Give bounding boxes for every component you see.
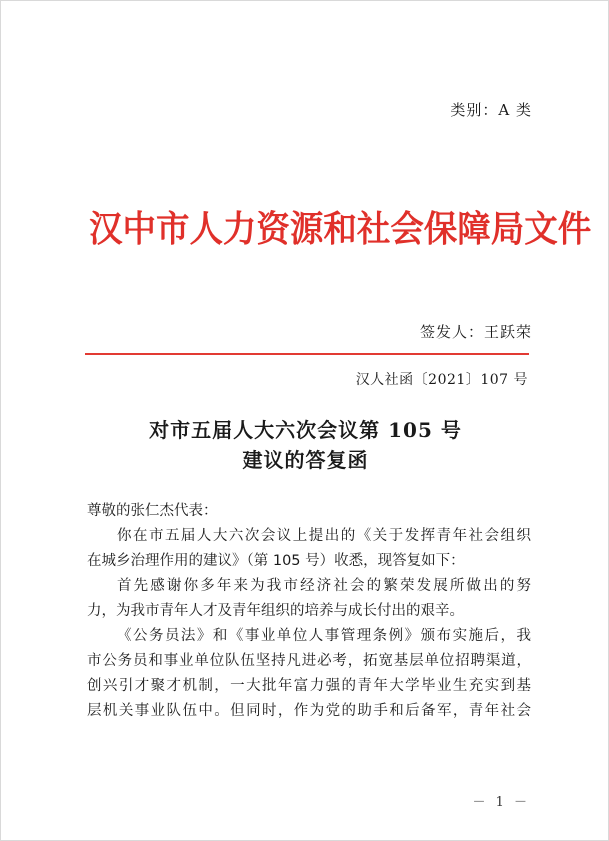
paragraph-2 <box>87 574 531 624</box>
issuer-header-title: 汉中市人力资源和社会保障局文件 <box>89 208 592 250</box>
paragraph-line: 首先感谢你多年来为我市经济社会的繁荣发展所做出的努 <box>117 578 531 594</box>
paragraph-line: 你在市五届人大六次会议上提出的《关于发挥青年社会组织 <box>117 528 531 544</box>
paragraph-1 <box>87 524 531 574</box>
title-line-1: 对市五届人大六次会议第 105 号 <box>149 418 462 442</box>
title-line-2: 建议的答复函 <box>242 448 369 472</box>
paragraph-line: 在城乡治理作用的建议》（第 105 号）收悉，现答复如下： <box>87 553 465 569</box>
document-body <box>87 499 531 724</box>
paragraph-line: 力，为我市青年人才及青年组织的培养与成长付出的艰辛。 <box>87 603 464 619</box>
red-divider-line <box>85 353 529 355</box>
salutation: 尊敬的张仁杰代表： <box>87 503 218 519</box>
document-number: 汉人社函〔2021〕107 号 <box>355 372 528 388</box>
paragraph-line: 创兴引才聚才机制，一大批年富力强的青年大学毕业生充实到基 <box>87 678 531 694</box>
paragraph-line: 层机关事业队伍中。但同时，作为党的助手和后备军，青年社会 <box>87 703 531 719</box>
paragraph-line: 《公务员法》和《事业单位人事管理条例》颁布实施后，我 <box>117 628 531 644</box>
page-number: － 1 － <box>472 795 530 810</box>
signer-line: 签发人：王跃荣 <box>419 323 532 341</box>
paragraph-line: 市公务员和事业单位队伍坚持凡进必考，拓宽基层单位招聘渠道， <box>87 653 531 669</box>
paragraph-3 <box>87 624 531 724</box>
document-category: 类别：A 类 <box>450 101 532 119</box>
document-title <box>1 415 609 475</box>
